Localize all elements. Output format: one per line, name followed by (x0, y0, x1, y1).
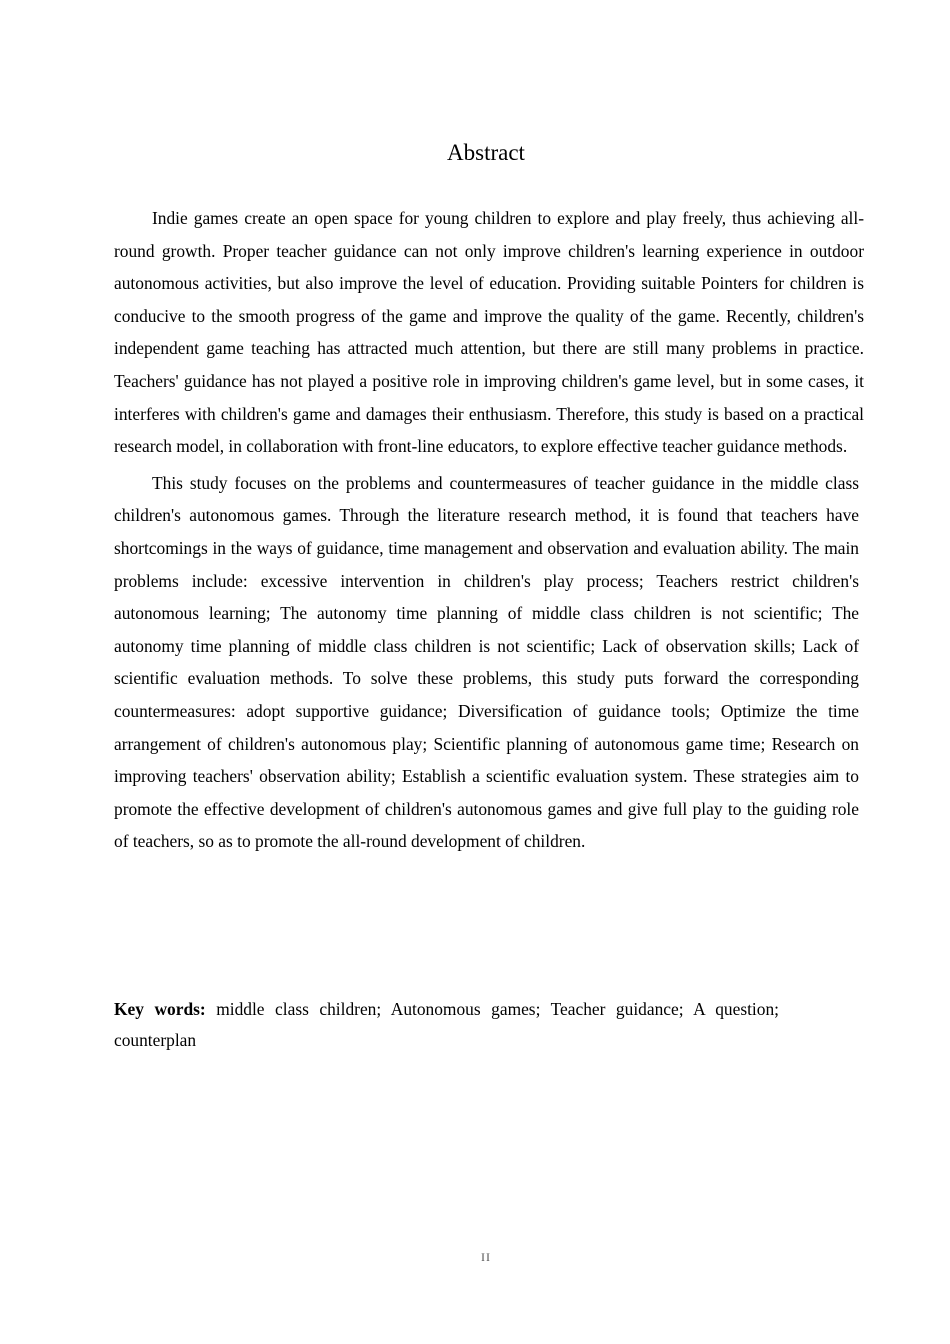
abstract-title: Abstract (447, 140, 525, 165)
page-number: II (481, 1250, 491, 1264)
keywords-label: Key words: (114, 999, 206, 1019)
keywords-line (114, 994, 779, 1056)
keywords-text: middle class children; Autonomous games; Teacher guidance; A question; counterplan (114, 999, 779, 1050)
abstract-paragraph-1: Indie games create an open space for young children to explore and play freely, thus achieving all-round growth. Proper teacher guidance can not only improve children's learning experience in outdoor autonomous activities, but also improve the level of education. Providing suitable Pointers for children is conducive to the smooth progress of the game and improve the quality of the game. Recently, children's independent game teaching has attracted much attention, but there are still many problems in practice. Teachers' guidance has not played a positive role in improving children's game level, but in some cases, it interferes with children's game and damages their enthusiasm. Therefore, this study is based on a practical research model, in collaboration with front-line educators, to explore effective teacher guidance methods. (114, 208, 864, 457)
abstract-paragraph-2: This study focuses on the problems and countermeasures of teacher guidance in the middle class children's autonomous games. Through the literature research method, it is found that teachers have shortcomings in the ways of guidance, time management and observation and evaluation ability. The main problems include: excessive intervention in children's play process; Teachers restrict children's autonomous learning; The autonomy time planning of middle class children is not scientific; The autonomy time planning of middle class children is not scientific; Lack of observation skills; Lack of scientific evaluation methods. To solve these problems, this study puts forward the corresponding countermeasures: adopt supportive guidance; Diversification of guidance tools; Optimize the time arrangement of children's autonomous play; Scientific planning of autonomous game time; Research on improving teachers' observation ability; Establish a scientific evaluation system. These strategies aim to promote the effective development of children's autonomous games and give full play to the guiding role of teachers, so as to promote the all-round development of children. (114, 472, 859, 852)
abstract-body (114, 202, 864, 862)
